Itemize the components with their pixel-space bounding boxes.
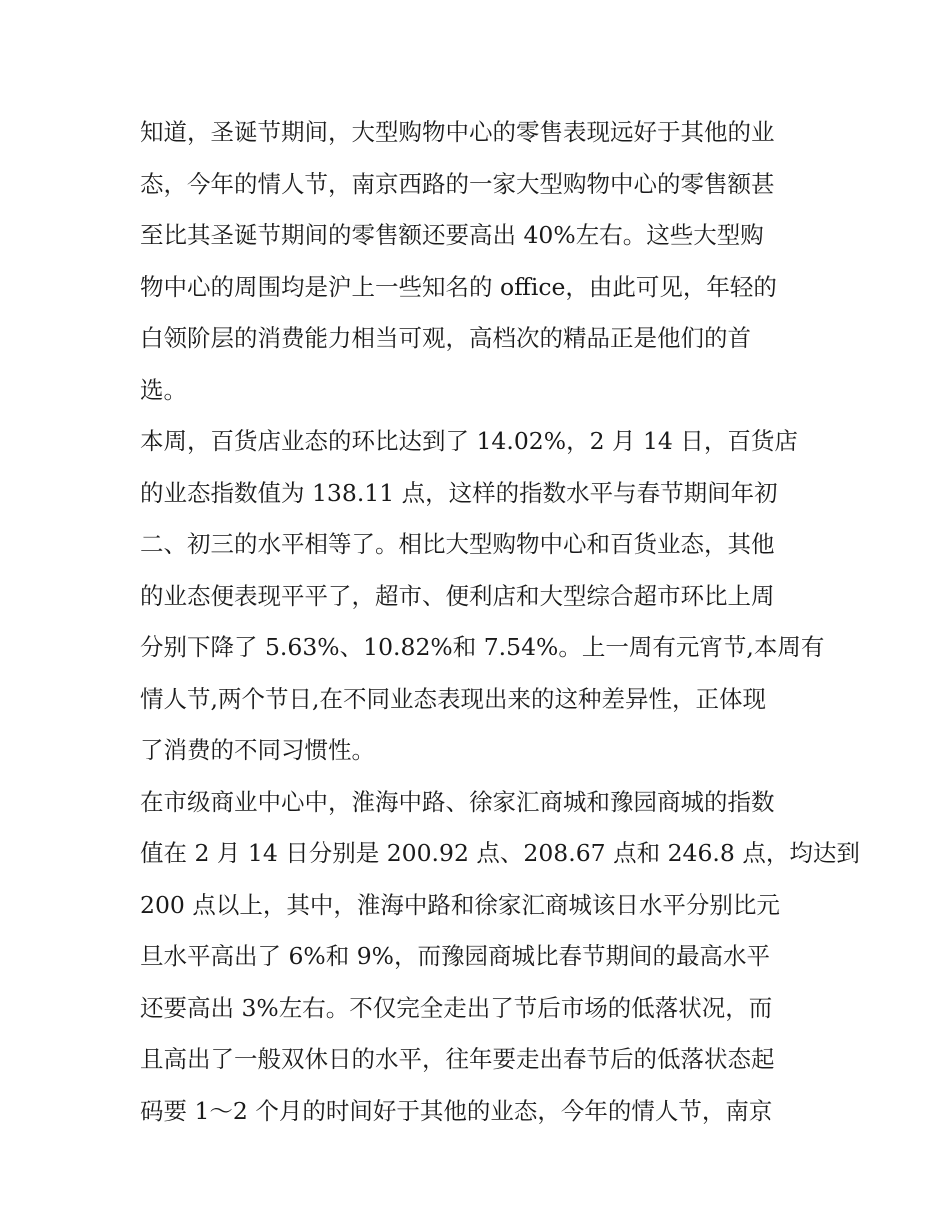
- text-line: 还要高出 3%左右。不仅完全走出了节后市场的低落状况，而: [140, 993, 773, 1022]
- paragraph-3: [140, 777, 860, 1138]
- text-line: 态，今年的情人节，南京西路的一家大型购物中心的零售额甚: [140, 169, 775, 198]
- text-line: 值在 2 月 14 日分别是 200.92 点、208.67 点和 246.8 点，均达到: [140, 839, 860, 867]
- text-line: 的业态指数值为 138.11 点，这样的指数水平与春节期间年初: [140, 478, 778, 507]
- text-line: 知道，圣诞节期间，大型购物中心的零售表现远好于其他的业: [140, 118, 775, 146]
- text-line: 分别下降了 5.63%、10.82%和 7.54%。上一周有元宵节,本周有: [140, 633, 825, 661]
- text-line: 且高出了一般双休日的水平，往年要走出春节后的低落状态起: [140, 1045, 775, 1073]
- text-line: 了消费的不同习惯性。: [140, 736, 375, 764]
- text-line: 选。: [140, 375, 187, 404]
- text-line: 白领阶层的消费能力相当可观，高档次的精品正是他们的首: [140, 324, 751, 352]
- text-line: 物中心的周围均是沪上一些知名的 office，由此可见，年轻的: [140, 272, 777, 301]
- text-line: 的业态便表现平平了，超市、便利店和大型综合超市环比上周: [140, 581, 775, 610]
- text-line: 至比其圣诞节期间的零售额还要高出 40%左右。这些大型购: [140, 221, 764, 249]
- text-line: 码要 1～2 个月的时间好于其他的业态，今年的情人节，南京: [140, 1096, 773, 1125]
- text-line: 在市级商业中心中，淮海中路、徐家汇商城和豫园商城的指数: [140, 787, 775, 816]
- text-line: 200 点以上，其中，淮海中路和徐家汇商城该日水平分别比元: [140, 890, 780, 919]
- document-body: [140, 107, 860, 1137]
- text-line: 情人节,两个节日,在不同业态表现出来的这种差异性，正体现: [140, 684, 766, 713]
- text-line: 旦水平高出了 6%和 9%，而豫园商城比春节期间的最高水平: [140, 942, 771, 970]
- text-line: 本周，百货店业态的环比达到了 14.02%，2 月 14 日，百货店: [140, 427, 798, 455]
- paragraph-2: [140, 416, 825, 777]
- text-line: 二、初三的水平相等了。相比大型购物中心和百货业态，其他: [140, 530, 775, 558]
- paragraph-1: [140, 107, 812, 416]
